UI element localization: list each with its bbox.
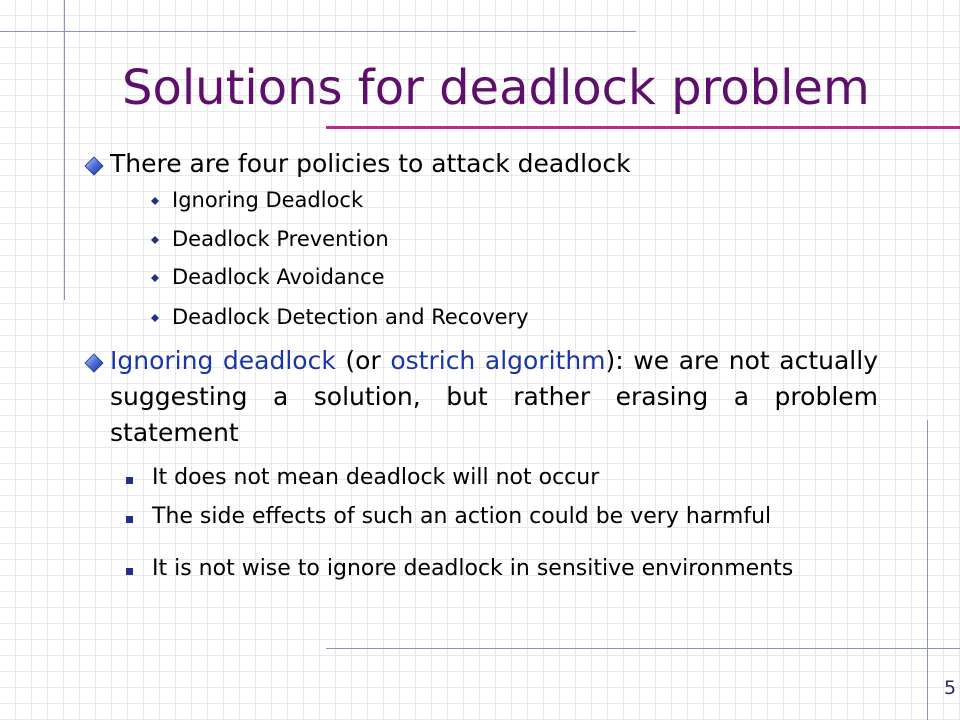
sub-item-text: The side effects of such an action could be very harmful bbox=[152, 504, 772, 529]
bullet-ignoring-deadlock-text bbox=[84, 343, 878, 451]
sub-item-ignoring bbox=[172, 188, 363, 212]
term-ostrich-algorithm: ostrich algorithm bbox=[390, 346, 606, 375]
bullet-ignoring-deadlock bbox=[84, 343, 884, 451]
diamond-bullet-icon bbox=[84, 353, 104, 373]
bullet-four-policies-text: There are four policies to attack deadlock bbox=[110, 149, 631, 178]
term-ignoring-deadlock: Ignoring deadlock bbox=[110, 346, 336, 375]
bullet-four-policies bbox=[84, 146, 884, 182]
page-number: 5 bbox=[944, 677, 957, 699]
sub-item-text: It is not wise to ignore deadlock in sensitive environments bbox=[152, 556, 794, 581]
square-bullet-icon bbox=[126, 568, 133, 575]
title-underline bbox=[326, 126, 960, 129]
sub-item-not-mean bbox=[152, 465, 599, 490]
sub-item-text: It does not mean deadlock will not occur bbox=[152, 465, 600, 490]
diamond-bullet-icon bbox=[84, 156, 104, 176]
small-diamond-icon bbox=[151, 314, 159, 322]
sub-item-side-effects bbox=[152, 504, 771, 529]
frame-line-right bbox=[927, 420, 928, 720]
frame-line-left bbox=[64, 0, 65, 300]
small-diamond-icon bbox=[151, 197, 159, 205]
sub-item-text: Ignoring Deadlock bbox=[172, 188, 364, 212]
square-bullet-icon bbox=[126, 516, 133, 523]
sub-item-prevention bbox=[172, 227, 389, 251]
small-diamond-icon bbox=[151, 236, 159, 244]
text-fragment: ): we are not actually suggesting a solution, but rather erasing a problem statement bbox=[110, 346, 878, 447]
sub-item-not-wise bbox=[152, 556, 793, 581]
frame-line-bottom bbox=[326, 648, 960, 649]
sub-item-text: Deadlock Avoidance bbox=[172, 265, 385, 289]
slide-title: Solutions for deadlock problem bbox=[122, 60, 870, 116]
square-bullet-icon bbox=[126, 477, 133, 484]
text-fragment: (or bbox=[335, 346, 391, 375]
sub-item-text: Deadlock Detection and Recovery bbox=[172, 305, 529, 329]
sub-item-detection bbox=[172, 305, 529, 329]
small-diamond-icon bbox=[151, 274, 159, 282]
sub-item-avoidance bbox=[172, 265, 385, 289]
sub-item-text: Deadlock Prevention bbox=[172, 227, 389, 251]
frame-line-top bbox=[0, 31, 636, 32]
